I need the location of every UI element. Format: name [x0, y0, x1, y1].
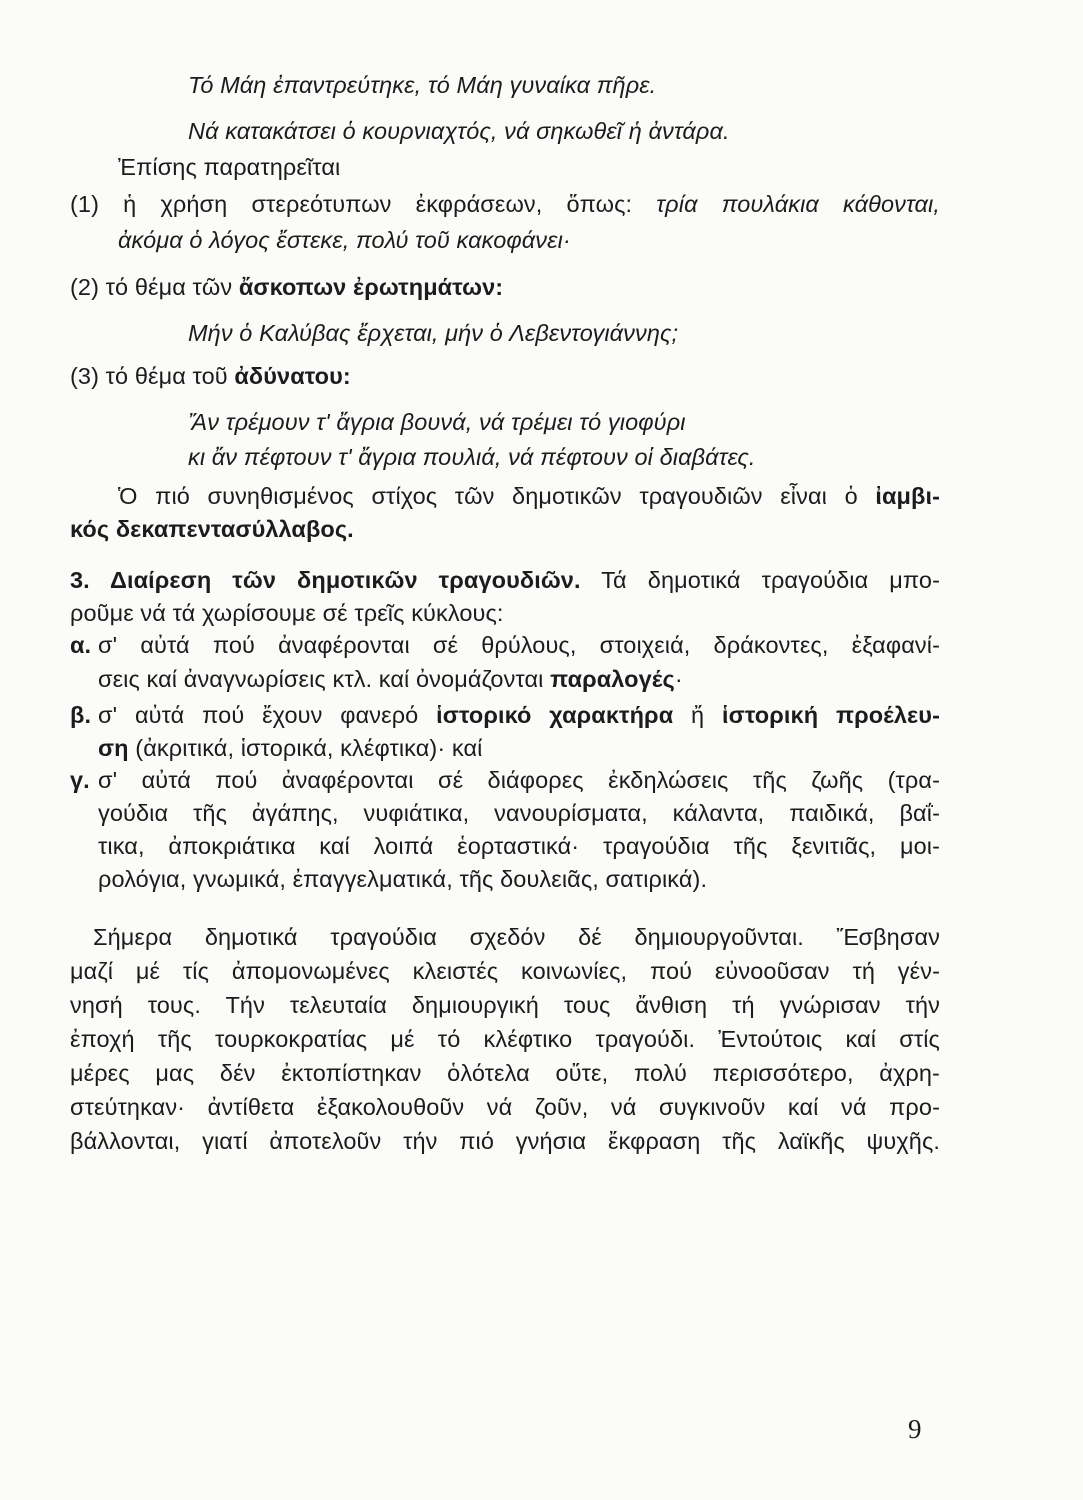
bold-text: ση: [98, 735, 129, 761]
italic-text: Ἄν τρέμουν τ' ἄγρια βουνά, νά τρέμει τό γιοφύρι: [188, 409, 686, 435]
list-item-line: [98, 831, 940, 861]
text-segment: ἐποχή τῆς τουρκοκρατίας μέ τό κλέφτικο τραγούδι. Ἐντούτοις καί στίς: [70, 1026, 940, 1052]
list-item-label: α.: [70, 632, 92, 658]
bold-text: κός δεκαπεντασύλλαβος.: [70, 516, 354, 542]
paragraph-line: [118, 152, 340, 182]
paragraph-line: [70, 598, 504, 628]
list-item-line: [98, 864, 707, 894]
italic-text: Τό Μάη ἐπαντρεύτηκε, τό Μάη γυναίκα πῆρε.: [188, 72, 657, 98]
text-segment: (1) ἡ χρήση στερεότυπων ἐκφράσεων, ὅπως:: [70, 191, 657, 217]
text-segment: σ' αὐτά πού ἀναφέρονται σέ διάφορες ἐκδηλώσεις τῆς ζωῆς (τρα-: [98, 767, 940, 793]
text-segment: τικα, ἀποκριάτικα καί λοιπά ἑορταστικά· τραγούδια τῆς ξενιτιᾶς, μοι-: [98, 833, 940, 859]
text-segment: Τά δημοτικά τραγούδια μπο-: [580, 567, 940, 593]
page-number: 9: [908, 1414, 922, 1444]
text-segment: Σήμερα δημοτικά τραγούδια σχεδόν δέ δημιουργοῦνται. Ἔσβησαν: [93, 924, 940, 950]
paragraph-line: [70, 990, 940, 1020]
paragraph-line: [118, 481, 940, 511]
bold-text: ἱστορική προέλευ-: [722, 702, 940, 728]
paragraph-line: [70, 1024, 940, 1054]
italic-text: Νά κατακάτσει ὁ κουρνιαχτός, νά σηκωθεῖ ἡ ἀντάρα.: [188, 118, 730, 144]
text-segment: Ἐπίσης παρατηρεῖται: [118, 154, 341, 180]
paragraph-line: [70, 1058, 940, 1088]
list-line: [118, 225, 571, 255]
bold-text: ἄσκοπων ἐρωτημάτων:: [238, 274, 504, 300]
text-segment: σ' αὐτά πού ἔχουν φανερό: [98, 702, 437, 728]
list-item-line: [70, 700, 940, 730]
list-item-line: [98, 798, 940, 828]
list-line: [70, 189, 940, 219]
verse-line: [188, 442, 755, 472]
text-segment: στεύτηκαν· ἀντίθετα ἐξακολουθοῦν νά ζοῦν, νά συγκινοῦν καί νά προ-: [70, 1094, 940, 1120]
bold-text: ἰαμβι-: [875, 483, 940, 509]
text-segment: μέρες μας δέν ἐκτοπίστηκαν ὁλότελα οὔτε, πολύ περισσότερο, ἀχρη-: [70, 1060, 940, 1086]
verse-line: [188, 407, 686, 437]
bold-text: ἱστορικό χαρακτήρα: [436, 702, 674, 728]
bold-text: 3. Διαίρεση τῶν δημοτικῶν τραγουδιῶν.: [70, 567, 581, 593]
text-segment: μαζί μέ τίς ἀπομονωμένες κλειστές κοινωνίες, πού εὐνοοῦσαν τή γέν-: [70, 958, 940, 984]
verse-line: [188, 70, 656, 100]
text-segment: γούδια τῆς ἀγάπης, νυφιάτικα, νανουρίσματα, κάλαντα, παιδικά, βαΐ-: [98, 800, 940, 826]
italic-text: ἀκόμα ὁ λόγος ἔστεκε, πολύ τοῦ κακοφάνει·: [118, 227, 571, 253]
bold-text: ἀδύνατου:: [234, 363, 351, 389]
text-segment: σεις καί ἀναγνωρίσεις κτλ. καί ὀνομάζονται: [98, 666, 551, 692]
list-item-line: [98, 664, 683, 694]
list-item-label: β.: [70, 702, 92, 728]
text-segment: σ' αὐτά πού ἀναφέρονται σέ θρύλους, στοιχειά, δράκοντες, ἐξαφανί-: [98, 632, 940, 658]
verse-line: [188, 116, 730, 146]
text-segment: Ὁ πιό συνηθισμένος στίχος τῶν δημοτικῶν τραγουδιῶν εἶναι ὁ: [118, 483, 876, 509]
list-line: [70, 272, 503, 302]
bold-text: παραλογές: [550, 666, 675, 692]
text-segment: ἤ: [673, 702, 723, 728]
text-segment: νησή τους. Τήν τελευταία δημιουργική τους ἄνθιση τή γνώρισαν τήν: [70, 992, 940, 1018]
list-line: [70, 361, 351, 391]
list-item-line: [70, 765, 940, 795]
text-segment: βάλλονται, γιατί ἀποτελοῦν τήν πιό γνήσια ἔκφραση τῆς λαϊκῆς ψυχῆς.: [70, 1128, 940, 1154]
paragraph-line: [70, 514, 354, 544]
italic-text: Μήν ὁ Καλύβας ἔρχεται, μήν ὁ Λεβεντογιάννης;: [188, 320, 679, 346]
list-item-label: γ.: [70, 767, 90, 793]
paragraph-line: [93, 922, 940, 952]
text-segment: (3) τό θέμα τοῦ: [70, 363, 235, 389]
verse-line: [188, 318, 678, 348]
section-heading-line: [70, 565, 940, 595]
list-item-line: [70, 630, 940, 660]
text-segment: ·: [674, 666, 683, 692]
text-segment: (ἀκριτικά, ἱστορικά, κλέφτικα)· καί: [128, 735, 483, 761]
paragraph-line: [70, 1092, 940, 1122]
italic-text: κι ἄν πέφτουν τ' ἄγρια πουλιά, νά πέφτουν οἱ διαβάτες.: [188, 444, 756, 470]
text-segment: ροῦμε νά τά χωρίσουμε σέ τρεῖς κύκλους:: [70, 600, 504, 626]
text-segment: ρολόγια, γνωμικά, ἐπαγγελματικά, τῆς δουλειᾶς, σατιρικά).: [98, 866, 708, 892]
list-item-line: [98, 733, 482, 763]
paragraph-line: [70, 956, 940, 986]
paragraph-line: [70, 1126, 940, 1156]
text-segment: (2) τό θέμα τῶν: [70, 274, 239, 300]
italic-text: τρία πουλάκια κάθονται,: [656, 191, 940, 217]
